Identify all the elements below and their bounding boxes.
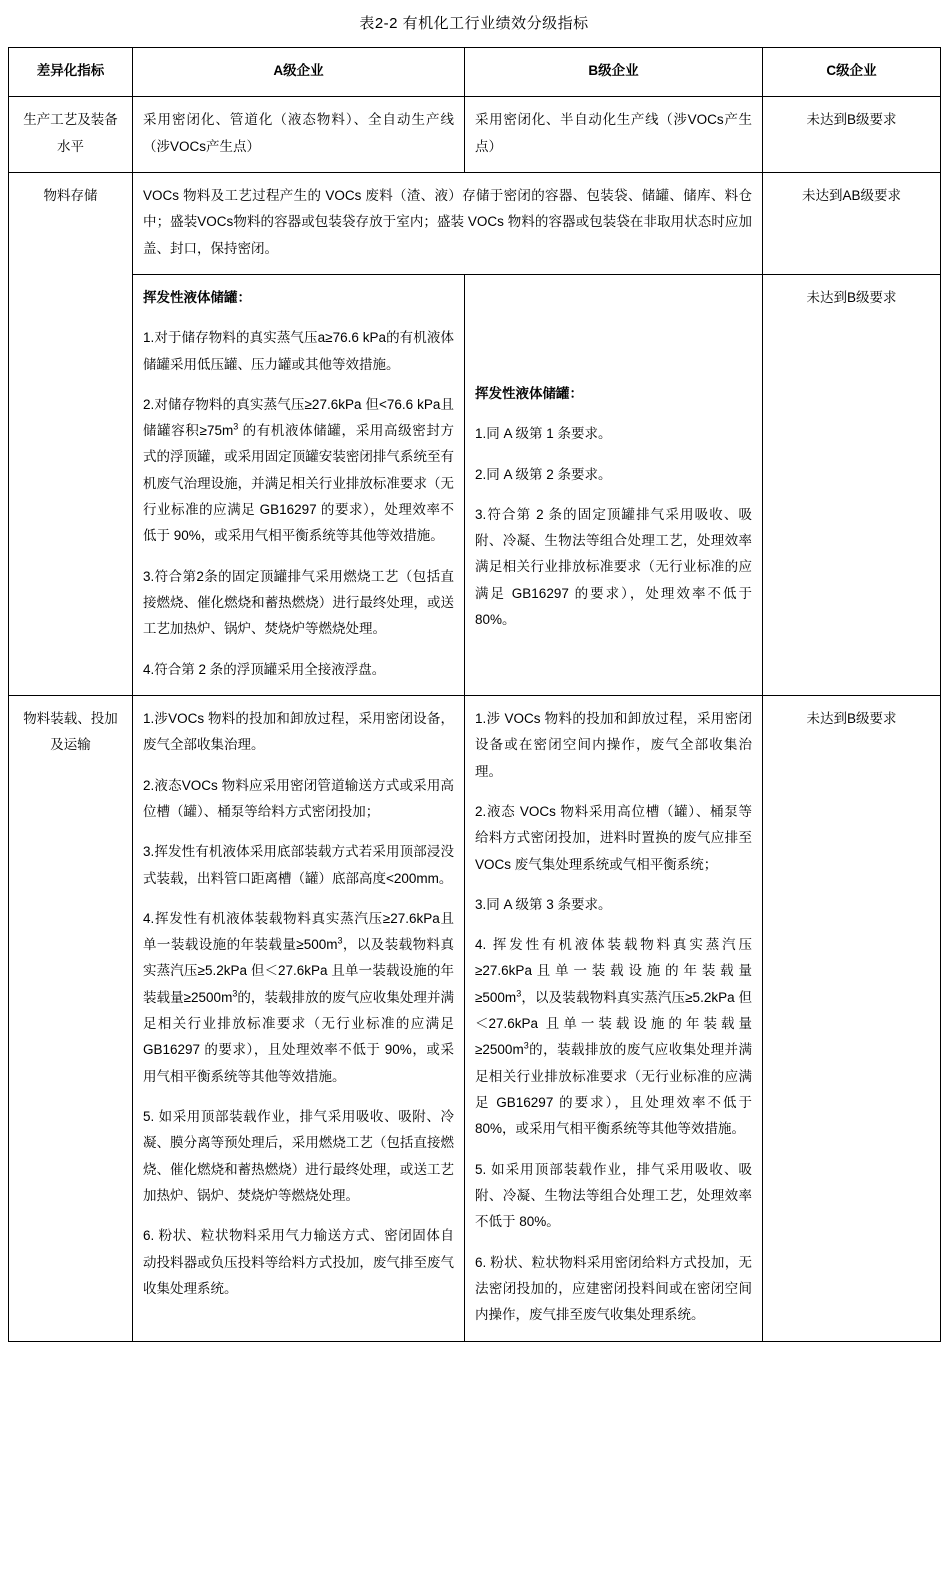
cell-ab-material-storage-general <box>133 172 763 274</box>
row-indicator-process-equipment: 生产工艺及装备水平 <box>9 97 133 173</box>
cell-c-material-storage-general: 未达到AB级要求 <box>763 172 941 274</box>
cell-paragraphs: 采用密闭化、半自动化生产线（涉VOCs产生点） <box>475 112 752 154</box>
column-header-a-grade: A级企业 <box>133 48 465 97</box>
cell-subtitle: 挥发性液体储罐： <box>475 385 583 401</box>
cell-c-material-loading: 未达到B级要求 <box>763 695 941 1341</box>
page-title: 表2-2 有机化工行业绩效分级指标 <box>359 15 589 32</box>
table-header-row <box>9 48 941 97</box>
table-row <box>9 695 941 1341</box>
cell-subtitle: 挥发性液体储罐： <box>143 289 251 305</box>
cell-b-volatile-liquid-tank <box>465 274 763 695</box>
cell-a-volatile-liquid-tank <box>133 274 465 695</box>
table-row <box>9 274 941 695</box>
cell-a-process-equipment <box>133 97 465 173</box>
cell-c-process-equipment: 未达到B级要求 <box>763 97 941 173</box>
cell-paragraphs: 1.涉VOCs 物料的投加和卸放过程，采用密闭设备，废气全部收集治理。 2.液态VOCs 物料应采用密闭管道输送方式或采用高位槽（罐）、桶泵等给料方式密闭投加； 3.挥发性有机液体采用底部装载方式若采用顶部浸没式装载，出料管口距离槽（罐）底部高度<200mm。 4.挥发性有机液体装载物料真实蒸汽压≥27.6kPa且单一装载设施的年装载量$\ge 500m^3$，以及装载物料真实蒸汽压≥5.2kPa 但＜27.6kPa 且单一装载设施的年装载量$\ge 2500m^3$的，装载排放的废气应收集处理并满足相关行业排放标准要求（无行业标准的应满足GB16297 的要求），且处理效率不低于 90%，或采用气相平衡系统等其他等效措施。 5. 如采用顶部装载作业，排气采用吸收、吸附、冷凝、膜分离等预处理后，采用燃烧工艺（包括直接燃烧、催化燃烧和蓄热燃烧）进行最终处理，或送工艺加热炉、锅炉、焚烧炉等燃烧处理。 6. 粉状、粒状物料采用气力输送方式、密闭固体自动投料器或负压投料等给料方式投加，废气排至废气收集处理系统。 <box>143 710 455 1296</box>
column-header-b-grade: B级企业 <box>465 48 763 97</box>
cell-paragraphs: 采用密闭化、管道化（液态物料）、全自动生产线（涉VOCs产生点） <box>143 112 454 154</box>
cell-c-volatile-liquid-tank: 未达到B级要求 <box>763 274 941 695</box>
cell-a-material-loading <box>133 695 465 1341</box>
row-indicator-material-storage: 物料存储 <box>9 172 133 695</box>
row-indicator-material-loading: 物料装载、投加及运输 <box>9 695 133 1341</box>
table-row <box>9 97 941 173</box>
table-row <box>9 172 941 274</box>
spacer <box>475 285 752 381</box>
cell-paragraphs: 1.对于储存物料的真实蒸气压a≥76.6 kPa的有机液体储罐采用低压罐、压力罐或其他等效措施。 2.对储存物料的真实蒸气压≥27.6kPa 但<76.6 kPa且储罐容积$\ge 75m^3$ 的有机液体储罐，采用高级密封方式的浮顶罐，或采用固定顶罐安装密闭排气系统至有机废气治理设施，并满足相关行业排放标准要求（无行业标准的应满足 GB16297 的要求），处理效率不低于 90%，或采用气相平衡系统等其他等效措施。 3.符合第2条的固定顶罐排气采用燃烧工艺（包括直接燃烧、催化燃烧和蓄热燃烧）进行最终处理，或送工艺加热炉、锅炉、焚烧炉等燃烧处理。 4.符合第 2 条的浮顶罐采用全接液浮盘。 <box>143 330 454 677</box>
performance-grading-table <box>8 47 941 1342</box>
cell-paragraphs: 1.同 A 级第 1 条要求。 2.同 A 级第 2 条要求。 3.符合第 2 条的固定顶罐排气采用吸收、吸附、冷凝、生物法等组合处理工艺，处理效率满足相关行业排放标准要求（无行业标准的应满足 GB16297 的要求），处理效率不低于 80%。 <box>475 426 752 628</box>
column-header-c-grade: C级企业 <box>763 48 941 97</box>
column-header-indicator: 差异化指标 <box>9 48 133 97</box>
cell-b-material-loading <box>465 695 763 1341</box>
cell-paragraphs: 1.涉 VOCs 物料的投加和卸放过程，采用密闭设备或在密闭空间内操作，废气全部收集治理。 2.液态 VOCs 物料采用高位槽（罐）、桶泵等给料方式密闭投加，进料时置换的废气应排至 VOCs 废气集处理系统或气相平衡系统； 3.同 A 级第 3 条要求。 4. 挥发性有机液体装载物料真实蒸汽压≥27.6kPa且单一装载设施的年装载量$\ge 500m^3$，以及装载物料真实蒸汽压≥5.2kPa 但＜27.6kPa 且单一装载设施的年装载量 $\ge 2500m^3$的，装载排放的废气应收集处理并满足相关行业排放标准要求（无行业标准的应满足 GB16297 的要求），且处理效率不低于 80%，或采用气相平衡系统等其他等效措施。 5. 如采用顶部装载作业，排气采用吸收、吸附、冷凝、生物法等组合处理工艺，处理效率不低于 80%。 6. 粉状、粒状物料采用密闭给料方式投加，无法密闭投加的，应建密闭投料间或在密闭空间内操作，废气排至废气收集处理系统。 <box>475 710 752 1323</box>
cell-b-process-equipment <box>465 97 763 173</box>
cell-paragraphs: VOCs 物料及工艺过程产生的 VOCs 废料（渣、液）存储于密闭的容器、包装袋、储罐、储库、料仓中；盛装VOCs物料的容器或包装袋存放于室内；盛装 VOCs 物料的容器或包装袋在非取用状态时应加盖、封口，保持密闭。 <box>143 187 752 256</box>
